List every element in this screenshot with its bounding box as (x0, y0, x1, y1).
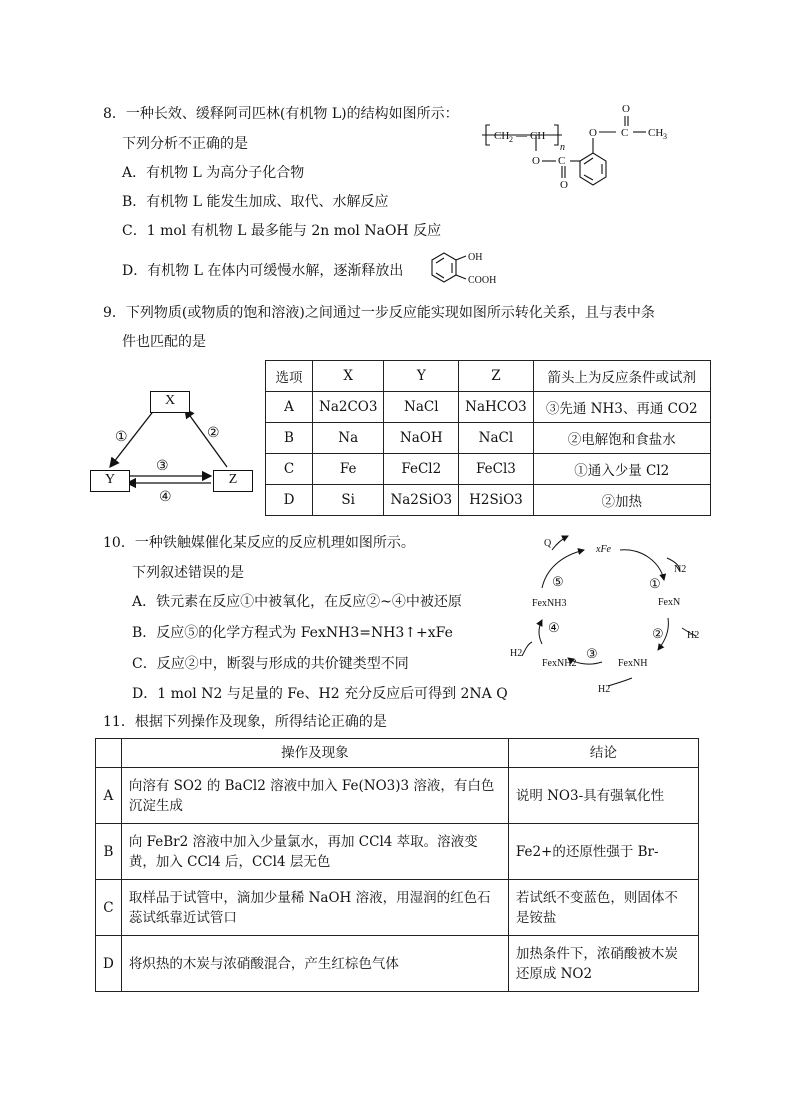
cycle-xfe: xFe (596, 544, 611, 555)
q9-stem-line2: 件也匹配的是 (122, 334, 206, 350)
cycle-q: Q (544, 538, 552, 549)
header-operation: 操作及现象 (121, 739, 508, 768)
header-conclusion: 结论 (508, 739, 698, 768)
header-x: X (313, 361, 384, 392)
ester-o: O (532, 155, 540, 167)
carbonyl-c: C (558, 155, 566, 167)
q10-prompt: 下列叙述错误的是 (132, 565, 244, 581)
q8-prompt: 下列分析不正确的是 (122, 136, 248, 152)
cell-y: NaOH (384, 423, 459, 454)
cycle-fexnh2: FexNH2 (542, 658, 577, 669)
svg-text:O: O (622, 103, 630, 115)
cycle-h2-c: H2 (510, 648, 523, 659)
svg-text:2: 2 (509, 135, 513, 144)
cell-z: H2SiO3 (459, 485, 534, 516)
cycle-fexnh3: FexNH3 (532, 598, 567, 609)
n-subscript: n (560, 142, 565, 153)
cycle-fexn: FexN (658, 597, 681, 608)
q8-option-c: C．1 mol 有机物 L 最多能与 2n mol NaOH 反应 (122, 223, 442, 239)
svg-text:CH: CH (648, 127, 664, 139)
svg-text:CH: CH (530, 130, 546, 142)
q8-option-d: D．有机物 L 在体内可缓慢水解，逐渐释放出 (122, 263, 404, 279)
q11-table-header (96, 739, 699, 768)
q10-option-b: B．反应⑤的化学方程式为 FexNH3=NH3↑+xFe (132, 625, 453, 641)
cell-y: Na2SiO3 (384, 485, 459, 516)
table-row (96, 936, 699, 992)
q10-option-d: D．1 mol N2 与足量的 Fe、H2 充分反应后可得到 2NA Q (132, 686, 508, 702)
node-x: X (150, 391, 190, 413)
q10-stem: 10．一种铁触媒催化某反应的反应机理如图所示。 (103, 535, 415, 551)
row-label: C (96, 880, 122, 936)
cycle-step-5: ⑤ (552, 574, 564, 589)
row-label: D (266, 485, 313, 516)
row-label: D (96, 936, 122, 992)
cooh-label: COOH (468, 275, 497, 286)
cycle-step-4: ④ (548, 620, 560, 635)
cell-z: NaCl (459, 423, 534, 454)
cycle-h2-b: H2 (598, 684, 611, 695)
cell-x: Fe (313, 454, 384, 485)
row-label: C (266, 454, 313, 485)
cell-condition: ①通入少量 Cl2 (533, 454, 710, 485)
header-option: 选项 (266, 361, 313, 392)
acetyl-o: O (589, 127, 597, 139)
node-y: Y (90, 470, 130, 492)
row-label: A (266, 392, 313, 423)
q8-option-b: B．有机物 L 能发生加成、取代、水解反应 (122, 194, 389, 210)
table-row (96, 768, 699, 824)
q11-stem: 11．根据下列操作及现象，所得结论正确的是 (103, 714, 387, 730)
table-row (266, 392, 711, 423)
cell-conclusion: 说明 NO3-具有强氧化性 (508, 768, 698, 824)
cycle-n2: N2 (674, 564, 687, 575)
q9-stem: 9．下列物质(或物质的饱和溶液)之间通过一步反应能实现如图所示转化关系，且与表中条 (103, 305, 655, 321)
cycle-step-3: ③ (586, 646, 598, 661)
table-row (266, 454, 711, 485)
iron-catalyst-cycle (502, 528, 712, 698)
cell-operation: 向 FeBr2 溶液中加入少量氯水，再加 CCl4 萃取。溶液变黄，加入 CCl4 后，CCl4 层无色 (121, 824, 508, 880)
polymer-l-structure (476, 98, 691, 190)
salicylic-acid-structure (424, 248, 508, 288)
cell-conclusion: 若试纸不变蓝色，则固体不是铵盐 (508, 880, 698, 936)
header-z: Z (459, 361, 534, 392)
row-label: A (96, 768, 122, 824)
q8-stem: 8．一种长效、缓释阿司匹林(有机物 L)的结构如图所示： (103, 106, 459, 122)
cycle-step-1: ① (649, 576, 661, 591)
svg-text:3: 3 (663, 132, 667, 141)
cycle-fexnh: FexNH (618, 658, 648, 669)
q10-option-c: C．反应②中，断裂与形成的共价键类型不同 (132, 656, 409, 672)
cell-x: Si (313, 485, 384, 516)
row-label: B (96, 824, 122, 880)
cell-condition: ②加热 (533, 485, 710, 516)
svg-text:CH: CH (494, 130, 510, 142)
cycle-h2-a: H2 (687, 630, 700, 641)
header-y: Y (384, 361, 459, 392)
arrow-3-label: ③ (156, 459, 169, 474)
table-row (266, 485, 711, 516)
svg-text:—: — (516, 130, 527, 142)
q11-table (95, 738, 699, 992)
cell-conclusion: Fe2+的还原性强于 Br- (508, 824, 698, 880)
table-row (266, 423, 711, 454)
svg-text:C: C (621, 127, 629, 139)
q10-option-a: A．铁元素在反应①中被氧化，在反应②~④中被还原 (132, 594, 462, 610)
cell-x: Na2CO3 (313, 392, 384, 423)
oh-label: OH (468, 252, 483, 263)
table-row (96, 880, 699, 936)
q8-option-a: A．有机物 L 为高分子化合物 (122, 165, 305, 181)
header-condition: 箭头上为反应条件或试剂 (533, 361, 710, 392)
cell-z: NaHCO3 (459, 392, 534, 423)
cycle-step-2: ② (652, 626, 664, 641)
arrow-4-label: ④ (159, 490, 172, 505)
carbonyl-o: O (560, 179, 568, 191)
arrow-1-label: ① (115, 430, 128, 445)
arrow-2-label: ② (207, 426, 220, 441)
cell-x: Na (313, 423, 384, 454)
cell-y: FeCl2 (384, 454, 459, 485)
cell-operation: 取样品于试管中，滴加少量稀 NaOH 溶液，用湿润的红色石蕊试纸靠近试管口 (121, 880, 508, 936)
node-z: Z (213, 470, 253, 492)
q9-table (265, 360, 711, 516)
cell-operation: 将炽热的木炭与浓硝酸混合，产生红棕色气体 (121, 936, 508, 992)
cell-y: NaCl (384, 392, 459, 423)
row-label: B (266, 423, 313, 454)
cell-z: FeCl3 (459, 454, 534, 485)
q9-table-header (266, 361, 711, 392)
cell-operation: 向溶有 SO2 的 BaCl2 溶液中加入 Fe(NO3)3 溶液，有白色沉淀生成 (121, 768, 508, 824)
cell-condition: ③先通 NH3、再通 CO2 (533, 392, 710, 423)
cell-conclusion: 加热条件下，浓硝酸被木炭还原成 NO2 (508, 936, 698, 992)
table-row (96, 824, 699, 880)
cell-condition: ②电解饱和食盐水 (533, 423, 710, 454)
